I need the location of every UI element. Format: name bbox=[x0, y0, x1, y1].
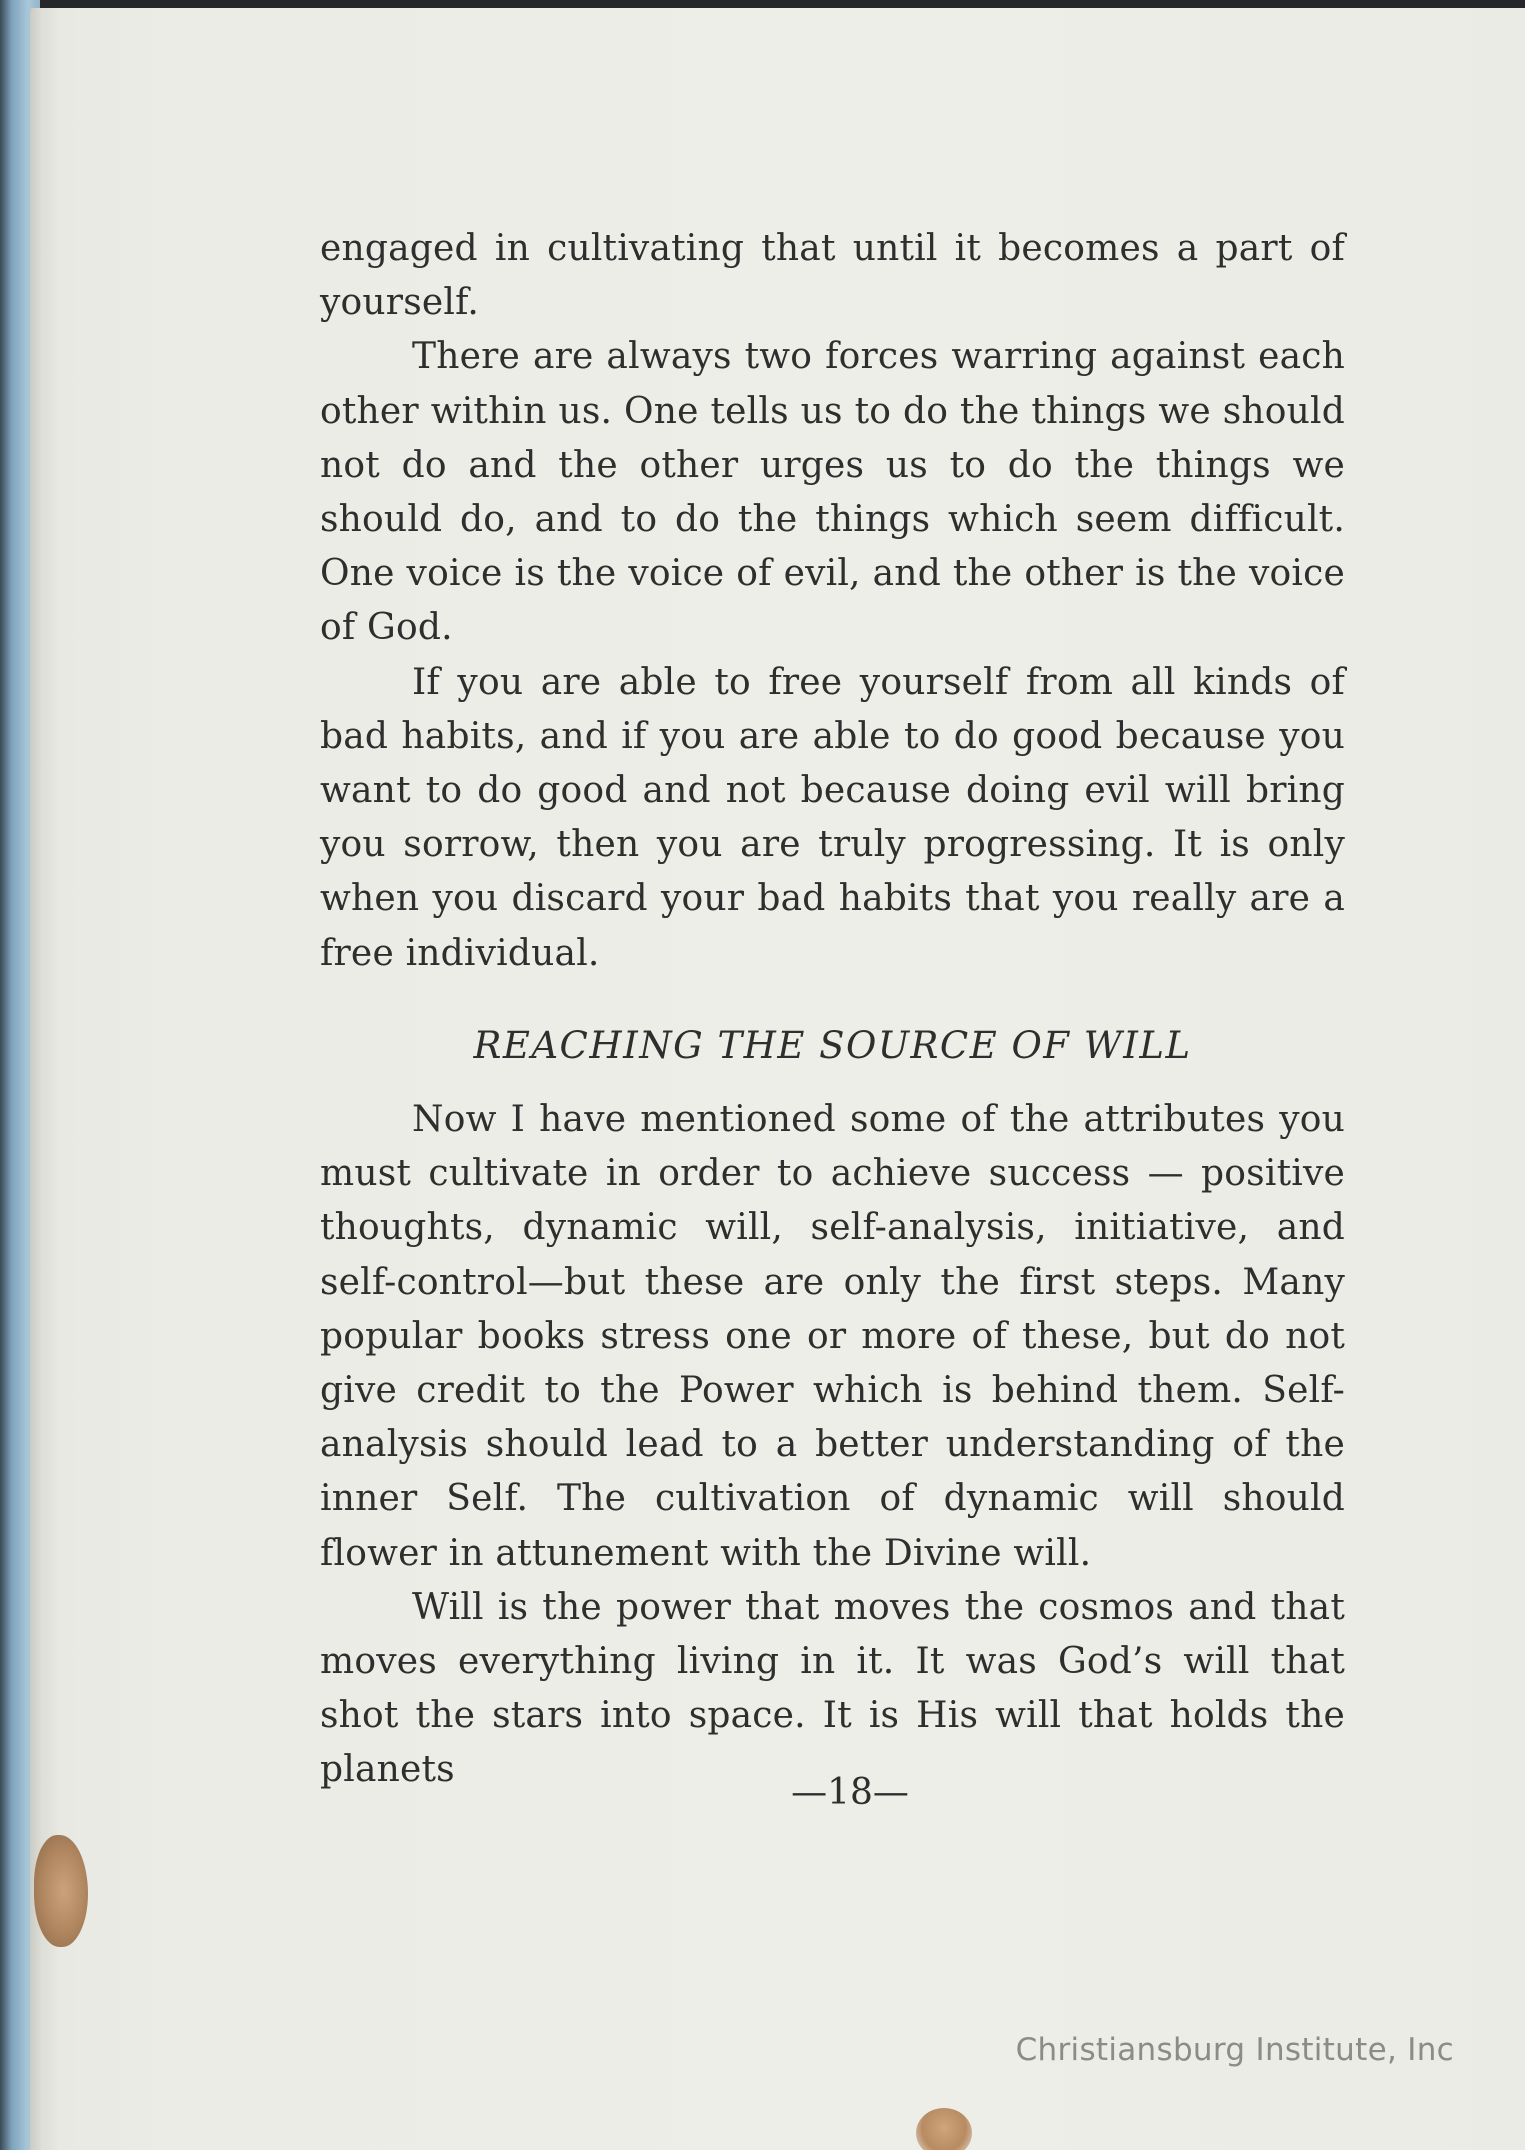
paragraph: Now I have mentioned some of the attributes you must cultivate in order to achieve success — positive thoughts, dynamic will, self-analysis, initiative, and self-control—but these are only the first steps. Many popular books stress one or more of these, but do not give credit to the Power which is behind them. Self-analysis should lead to a better understanding of the inner Self. The cultivation of dynamic will should flower in attunement with the Divine will. bbox=[320, 1099, 1345, 1574]
page-number: —18— bbox=[791, 1772, 909, 1813]
body-text bbox=[320, 222, 1345, 1798]
paper-stain-bottom bbox=[916, 2108, 972, 2150]
section-heading: REACHING THE SOURCE OF WILL bbox=[473, 1023, 1192, 1067]
paragraph: Will is the power that moves the cosmos and that moves everything living in it. It was God’s will that shot the stars into space. It is His will that holds the planets bbox=[320, 1586, 1345, 1791]
paragraph: There are always two forces warring against each other within us. One tells us to do the things we should not do and the other urges us to do the things we should do, and to do the things which seem difficult. One voice is the voice of evil, and the other is the voice of God. bbox=[320, 336, 1345, 649]
page-edge-shadow bbox=[30, 8, 44, 2150]
paper-stain-left bbox=[34, 1835, 88, 1947]
paragraph: engaged in cultivating that until it becomes a part of yourself. bbox=[320, 228, 1345, 324]
paragraph: If you are able to free yourself from all kinds of bad habits, and if you are able to do good because you want to do good and not because doing evil will bring you sorrow, then you are truly progressing. It is only when you discard your bad habits that you really are a free individual. bbox=[320, 661, 1345, 974]
watermark: Christiansburg Institute, Inc bbox=[1015, 2032, 1454, 2068]
